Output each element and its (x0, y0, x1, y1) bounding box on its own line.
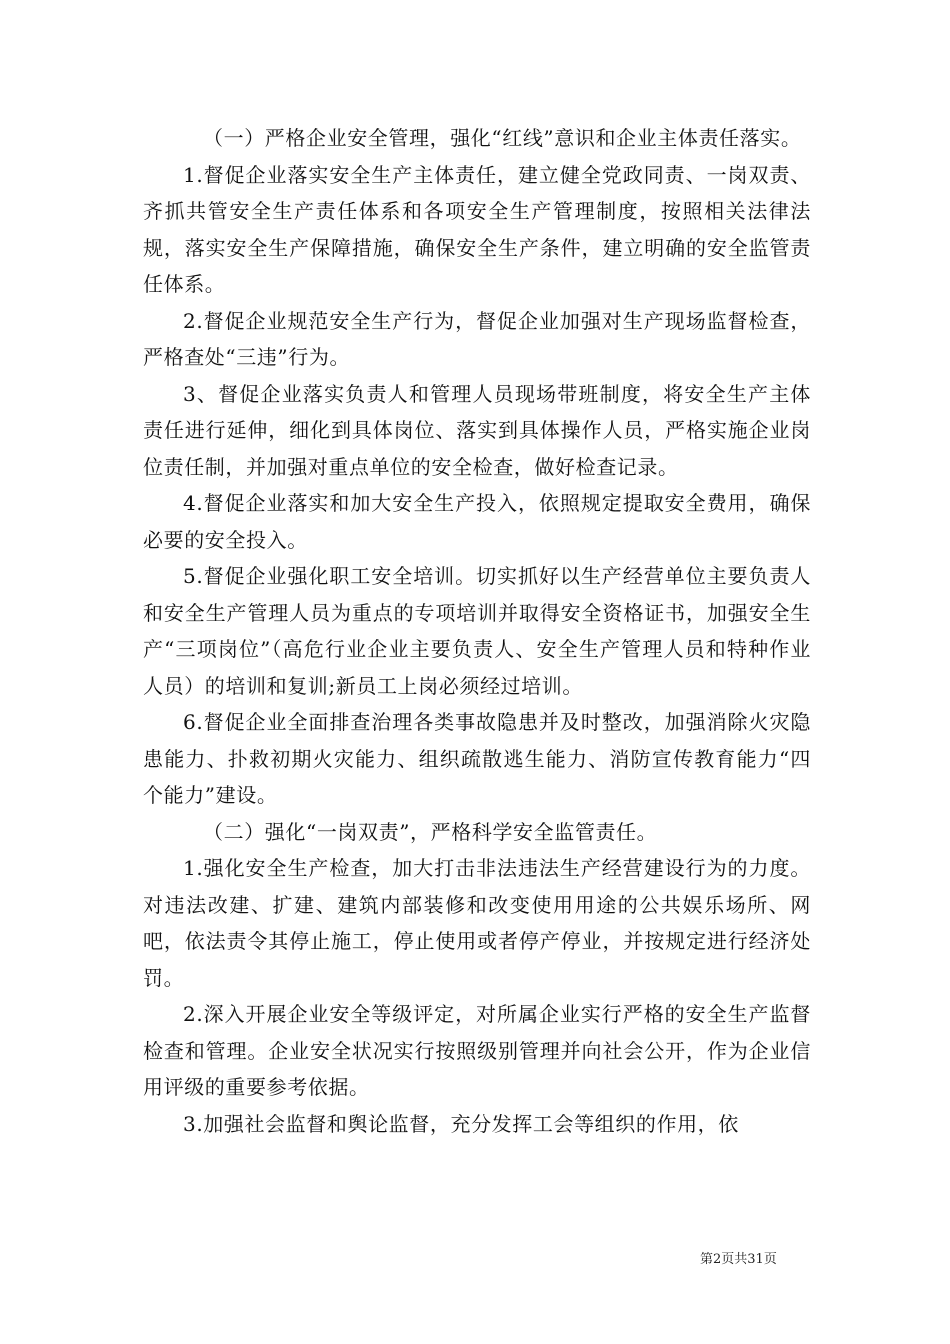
paragraph: 3、督促企业落实负责人和管理人员现场带班制度，将安全生产主体责任进行延伸，细化到具体岗位、落实到具体操作人员，严格实施企业岗位责任制，并加强对重点单位的安全检查，做好检查记录。 (143, 381, 811, 479)
section-heading-2: （二）强化“一岗双责”，严格科学安全监管责任。 (203, 819, 658, 844)
paragraph: 3.加强社会监督和舆论监督，充分发挥工会等组织的作用，依 (183, 1111, 739, 1136)
paragraph: 5.督促企业强化职工安全培训。切实抓好以生产经营单位主要负责人和安全生产管理人员为重点的专项培训并取得安全资格证书，加强安全生产“三项岗位”（高危行业企业主要负责人、安全生产管理人员和特种作业人员）的培训和复训;新员工上岗必须经过培训。 (143, 564, 811, 698)
paragraph: 6.督促企业全面排查治理各类事故隐患并及时整改，加强消除火灾隐患能力、扑救初期火灾能力、组织疏散逃生能力、消防宣传教育能力“四个能力”建设。 (143, 710, 811, 807)
paragraph: 4.督促企业落实和加大安全生产投入，依照规定提取安全费用，确保必要的安全投入。 (143, 491, 811, 552)
paragraph: 1.督促企业落实安全生产主体责任，建立健全党政同责、一岗双责、齐抓共管安全生产责任体系和各项安全生产管理制度，按照相关法律法规，落实安全生产保障措施，确保安全生产条件，建立明确的安全监管责任体系。 (143, 162, 811, 296)
section-heading-1: （一）严格企业安全管理，强化“红线”意识和企业主体责任落实。 (203, 126, 802, 150)
document-body (143, 120, 811, 1142)
paragraph: 1.强化安全生产检查，加大打击非法违法生产经营建设行为的力度。对违法改建、扩建、建筑内部装修和改变使用用途的公共娱乐场所、网吧，依法责令其停止施工，停止使用或者停产停业，并按规定进行经济处罚。 (143, 856, 811, 990)
paragraph: 2.督促企业规范安全生产行为，督促企业加强对生产现场监督检查，严格查处“三违”行为。 (143, 308, 811, 369)
page-number-footer: 第2页共31页 (700, 1252, 777, 1267)
paragraph: 2.深入开展企业安全等级评定，对所属企业实行严格的安全生产监督检查和管理。企业安全状况实行按照级别管理并向社会公开，作为企业信用评级的重要参考依据。 (143, 1002, 811, 1099)
